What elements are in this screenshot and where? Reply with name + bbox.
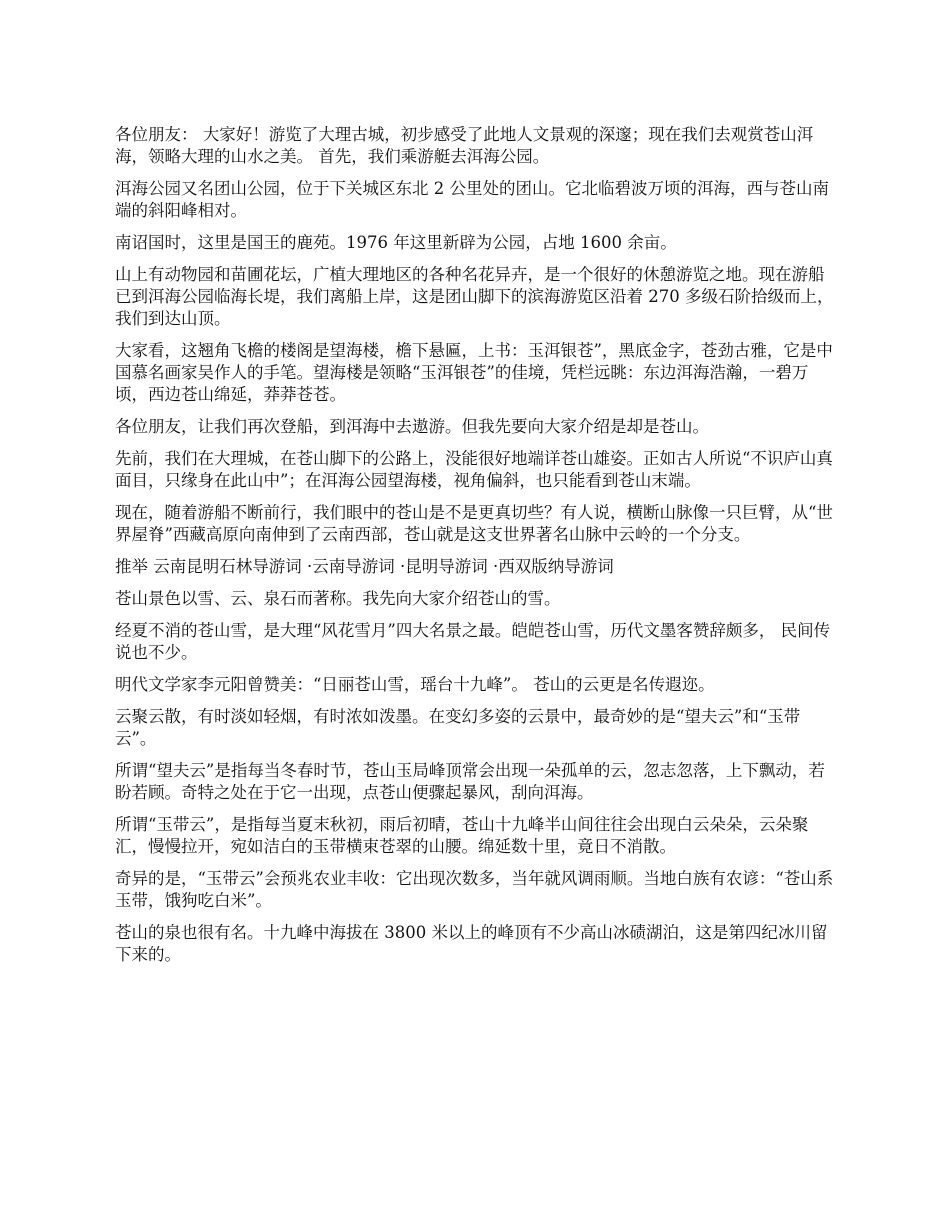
paragraph-cangshan-scenery: 苍山景色以雪、云、泉石而著称。我先向大家介绍苍山的雪。 bbox=[115, 589, 561, 608]
paragraph-li-yuanyang-quote: 明代文学家李元阳曾赞美：“日丽苍山雪，瑶台十九峰”。 苍山的云更是名传遐迩。 bbox=[115, 675, 715, 694]
paragraph-wangfu-cloud: 所谓“望夫云”是指每当冬春时节，苍山玉局峰顶常会出现一朵孤单的云，忽志忽落，上下飘动，若盼若顾。奇特之处在于它一出现，点苍山便骤起暴风，刮向洱海。 bbox=[115, 761, 825, 802]
paragraph-clouds: 云聚云散，有时淡如轻烟，有时浓如泼墨。在变幻多姿的云景中，最奇妙的是“望夫云”和“玉带云”。 bbox=[115, 707, 801, 748]
paragraph-yudai-cloud: 所谓“玉带云”，是指每当夏末秋初，雨后初晴，苍山十九峰半山间往往会出现白云朵朵，云朵聚汇，慢慢拉开，宛如洁白的玉带横束苍翠的山腰。绵延数十里，竟日不消散。 bbox=[115, 815, 809, 856]
paragraph-harvest-omen: 奇异的是，“玉带云”会预兆农业丰收：它出现次数多，当年就风调雨顺。当地白族有农谚：“苍山系玉带，饿狗吃白米”。 bbox=[115, 869, 834, 910]
paragraph-board-boat: 各位朋友，让我们再次登船，到洱海中去遨游。但我先要向大家介绍是却是苍山。 bbox=[115, 417, 709, 436]
paragraph-recommended-links: 推举 云南昆明石林导游词 ·云南导游词 ·昆明导游词 ·西双版纳导游词 bbox=[115, 557, 614, 576]
paragraph-cangshan-snow: 经夏不消的苍山雪，是大理“风花雪月”四大名景之最。皑皑苍山雪，历代文墨客赞辞颇多， 民间传说也不少。 bbox=[115, 621, 831, 662]
paragraph-greeting: 各位朋友： 大家好！游览了大理古城，初步感受了此地人文景观的深邃；现在我们去观赏苍山洱海，领略大理的山水之美。 首先，我们乘游艇去洱海公园。 bbox=[115, 125, 814, 166]
paragraph-hengduan-mountains: 现在，随着游船不断前行，我们眼中的苍山是不是更真切些？有人说，横断山脉像一只巨臂，从“世界屋脊”西藏高原向南伸到了云南西部，苍山就是这支世界著名山脉中云岭的一个分支。 bbox=[115, 503, 833, 544]
paragraph-erhai-park: 洱海公园又名团山公园，位于下关城区东北 2 公里处的团山。它北临碧波万顷的洱海，西与苍山南端的斜阳峰相对。 bbox=[115, 179, 829, 220]
paragraph-cangshan-view: 先前，我们在大理城，在苍山脚下的公路上，没能很好地端详苍山雄姿。正如古人所说“不识庐山真面目，只缘身在此山中”；在洱海公园望海楼，视角偏斜，也只能看到苍山末端。 bbox=[115, 449, 833, 490]
paragraph-wanghai-tower: 大家看，这翘角飞檐的楼阁是望海楼，檐下悬匾，上书：玉洱银苍”，黑底金字，苍劲古雅，它是中国慕名画家吴作人的手笔。望海楼是领略“玉洱银苍”的佳境，凭栏远眺：东边洱海浩瀚，一碧万顷，西边苍山绵延，莽莽苍苍。 bbox=[115, 341, 833, 404]
document-body bbox=[115, 124, 837, 976]
paragraph-park-features: 山上有动物园和苗圃花坛，广植大理地区的各种名花异卉，是一个很好的休憩游览之地。现在游船已到洱海公园临海长堤，我们离船上岸，这是团山脚下的滨海游览区沿着 270 多级石阶拾级而上，我们到达山顶。 bbox=[115, 265, 834, 328]
paragraph-cangshan-springs: 苍山的泉也很有名。十九峰中海拔在 3800 米以上的峰顶有不少高山冰碛湖泊，这是第四纪冰川留下来的。 bbox=[115, 923, 828, 964]
paragraph-nanzhao-history: 南诏国时，这里是国王的鹿苑。1976 年这里新辟为公园，占地 1600 余亩。 bbox=[115, 233, 677, 252]
